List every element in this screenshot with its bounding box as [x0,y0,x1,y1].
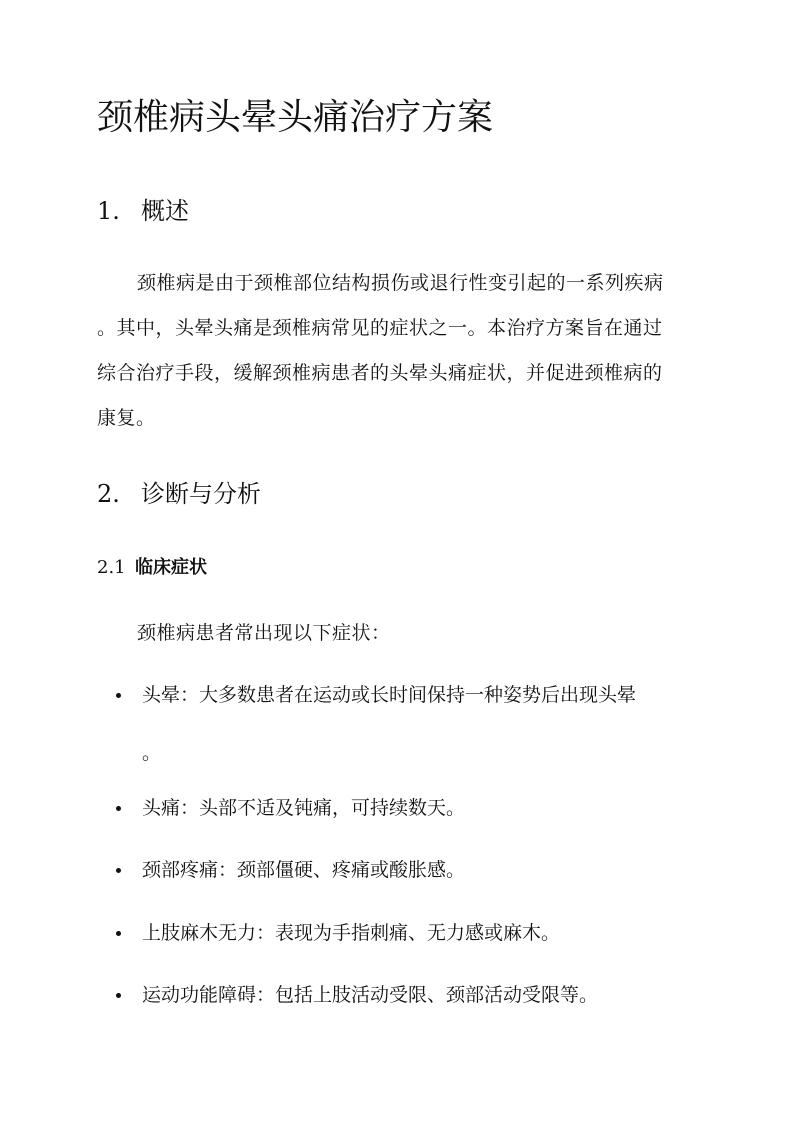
paragraph-line: 颈椎病是由于颈椎部位结构损伤或退行性变引起的一系列疾病 [137,272,664,294]
bullet-icon [116,806,121,811]
section-title: 诊断与分析 [141,480,261,508]
section-number: 2. [97,480,120,508]
paragraph-line: 颈椎病患者常出现以下症状： [137,622,391,644]
section-heading-overview [97,195,189,227]
list-item-text: 上肢麻木无力：表现为手指刺痛、无力感或麻木。 [142,922,561,944]
paragraph-line: 。其中，头晕头痛是颈椎病常见的症状之一。本治疗方案旨在通过 [97,317,663,339]
paragraph-line: 综合治疗手段，缓解颈椎病患者的头晕头痛症状，并促进颈椎病的 [97,362,663,384]
bullet-icon [116,693,121,698]
list-item-text: 头痛：头部不适及钝痛，可持续数天。 [142,797,466,819]
overview-paragraph [97,261,705,441]
document-title: 颈椎病头晕头痛治疗方案 [97,97,494,138]
symptoms-intro [97,611,705,656]
section-title: 概述 [141,197,189,225]
list-item-text: 运动功能障碍：包括上肢活动受限、颈部活动受限等。 [142,984,599,1006]
section-heading-diagnosis [97,478,261,510]
bullet-icon [116,993,121,998]
list-item-text-continued: 。 [142,742,162,764]
bullet-icon [116,931,121,936]
paragraph-line: 康复。 [97,407,156,429]
subsection-number: 2.1 [97,557,126,578]
list-item-text: 头晕：大多数患者在运动或长时间保持一种姿势后出现头晕 [142,684,637,706]
subsection-title: 临床症状 [135,557,207,578]
bullet-icon [116,868,121,873]
subsection-heading-symptoms [97,555,207,581]
section-number: 1. [97,197,120,225]
list-item-text: 颈部疼痛：颈部僵硬、疼痛或酸胀感。 [142,859,466,881]
